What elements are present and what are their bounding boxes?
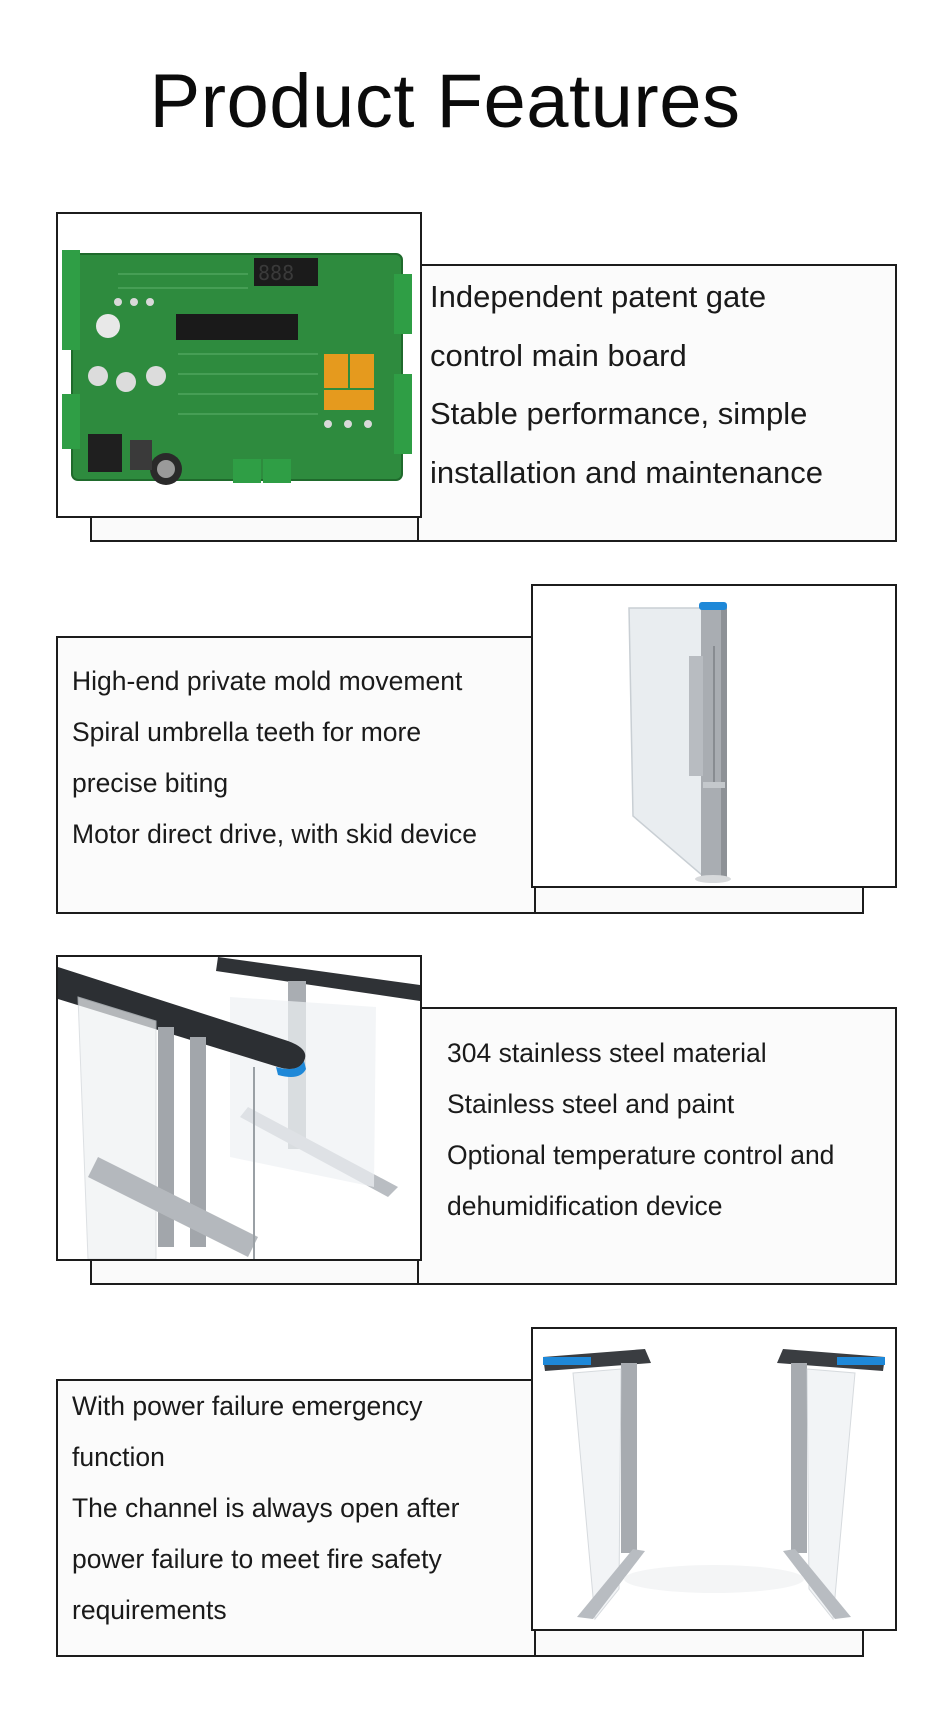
feature-2-line-1: High-end private mold movement (72, 666, 463, 696)
open-gate-pair-image (531, 1327, 897, 1631)
turnstile-lane-icon (58, 957, 420, 1259)
feature-1-line-1: Independent patent gate (430, 279, 767, 314)
feature-2-line-3: precise biting (72, 768, 229, 798)
feature-2-description (72, 656, 477, 860)
open-gate-pair-icon (533, 1329, 895, 1629)
feature-1-line-2: control main board (430, 337, 687, 373)
gate-post-image (531, 584, 897, 888)
feature-4-line-3: The channel is always open after (72, 1493, 460, 1523)
feature-1-line-3: Stable performance, simple (430, 396, 808, 431)
feature-2-line-4: Motor direct drive, with skid device (72, 819, 478, 849)
feature-4-line-1: With power failure emergency (72, 1391, 423, 1421)
feature-3-line-4: dehumidification device (447, 1191, 723, 1221)
feature-4-line-4: power failure to meet fire safety (72, 1544, 442, 1574)
feature-3-line-1: 304 stainless steel material (447, 1038, 767, 1068)
turnstile-lane-image (56, 955, 422, 1261)
feature-3-line-2: Stainless steel and paint (447, 1089, 735, 1119)
feature-3-line-3: Optional temperature control and (447, 1140, 835, 1170)
swing-gate-post-icon (533, 586, 895, 886)
feature-4-line-5: requirements (72, 1595, 227, 1625)
feature-1-description (430, 268, 823, 502)
feature-4-line-2: function (72, 1442, 165, 1472)
feature-4-description (72, 1381, 459, 1636)
feature-1-line-4: installation and maintenance (430, 454, 823, 490)
circuit-board-icon (58, 214, 420, 516)
page-title: Product Features (149, 59, 741, 144)
feature-3-description (447, 1028, 834, 1232)
svg-text:888: 888 (258, 261, 295, 285)
circuit-board-image (56, 212, 422, 518)
feature-2-line-2: Spiral umbrella teeth for more (72, 717, 422, 747)
